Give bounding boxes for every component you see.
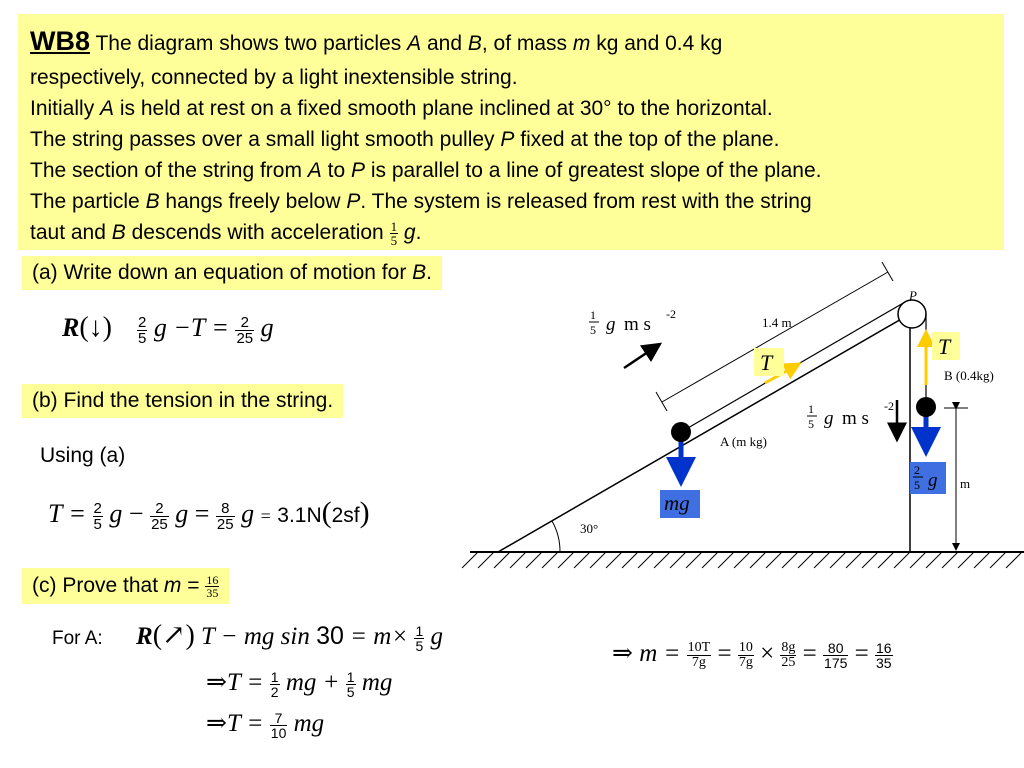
svg-text:g: g [928,470,938,491]
part-c-equation-3: ⇒T = $\frac{7}{10}$ mg [206,709,325,741]
distance-label: 1.4 m [762,315,792,330]
svg-text:m s: m s [842,408,869,429]
problem-line-1: WB8 The diagram shows two particles A and B, of mass m kg and 0.4 kg [30,26,723,56]
acceleration-fraction: $\frac{1}{5}$ [390,218,398,248]
part-c-label: (c) Prove that m = $\frac{16}{35}$ [22,568,229,604]
problem-line-4: The string passes over a small light smooth pulley P fixed at the top of the plane. [30,128,780,151]
svg-text:-2: -2 [666,307,676,321]
angle-label: 30° [580,521,599,536]
svg-text:m s: m s [624,314,651,335]
part-c-result-equation: ⇒ m = $\frac{10T}{7g}$ = $\frac{10}{7g}$ × $\frac{8g}{25}$ = $\frac{80}{175}$ = $\frac{16}{35}$ [612,639,892,671]
part-c-equation-1: R(↗) T − mg sin 30 = m× $\frac{1}{5}$ g [136,620,444,654]
distance-tick-right [882,262,893,281]
for-a-text: For A: [52,628,103,649]
svg-text:1: 1 [590,308,596,322]
part-b-label: (b) Find the tension in the string. [22,384,343,418]
problem-line-5: The section of the string from A to P is parallel to a line of greatest slope of the plane. [30,159,822,182]
using-a-text: Using (a) [40,444,126,467]
drop-height-unit: m [960,476,971,491]
distance-line [662,272,888,402]
svg-text:g: g [824,408,834,429]
ground-hatching [462,552,1022,568]
svg-text:1: 1 [808,402,814,416]
angle-arc [552,521,560,552]
part-c-equation-2: ⇒T = $\frac{1}{2}$ mg + $\frac{1}{5}$ mg [206,668,393,700]
svg-text:5: 5 [808,417,814,431]
problem-line-7: taut and B descends with acceleration $\frac{1}{5}$ g. [30,218,422,248]
particle-b-label: B (0.4kg) [944,368,994,383]
svg-text:-2: -2 [884,399,894,413]
problem-line-2: respectively, connected by a light inextensible string. [30,66,518,89]
part-b-equation: T = $\frac{2}{5}$ g − $\frac{2}{25}$ g = $\frac{8}{25}$ g = 3.1N(2sf) [48,496,370,533]
tension-label-b: T [938,334,951,359]
particle-b [916,397,936,417]
acceleration-arrow-a [624,344,660,368]
acceleration-label-b [807,399,894,431]
pulley-label: P [909,288,917,303]
part-a-label: (a) Write down an equation of motion for B. [22,256,442,290]
svg-text:2: 2 [914,463,920,477]
problem-line-3: Initially A is held at rest on a fixed smooth plane inclined at 30° to the horizontal. [30,97,773,120]
problem-line-6: The particle B hangs freely below P. The system is released from rest with the string [30,190,812,213]
acceleration-label-a [589,307,676,337]
particle-a-label: A (m kg) [720,434,767,449]
svg-text:5: 5 [590,323,596,337]
incline-surface [498,314,910,552]
weight-label-a: mg [664,491,690,515]
tension-label-a: T [760,350,773,375]
svg-text:g: g [606,314,616,335]
svg-text:5: 5 [914,478,920,492]
distance-tick-left [656,392,667,411]
particle-a [671,422,691,442]
part-a-equation: R(↓) $\frac{2}{5}$ g −T = $\frac{2}{25}$ g [62,312,274,347]
problem-label: WB8 [30,26,90,56]
